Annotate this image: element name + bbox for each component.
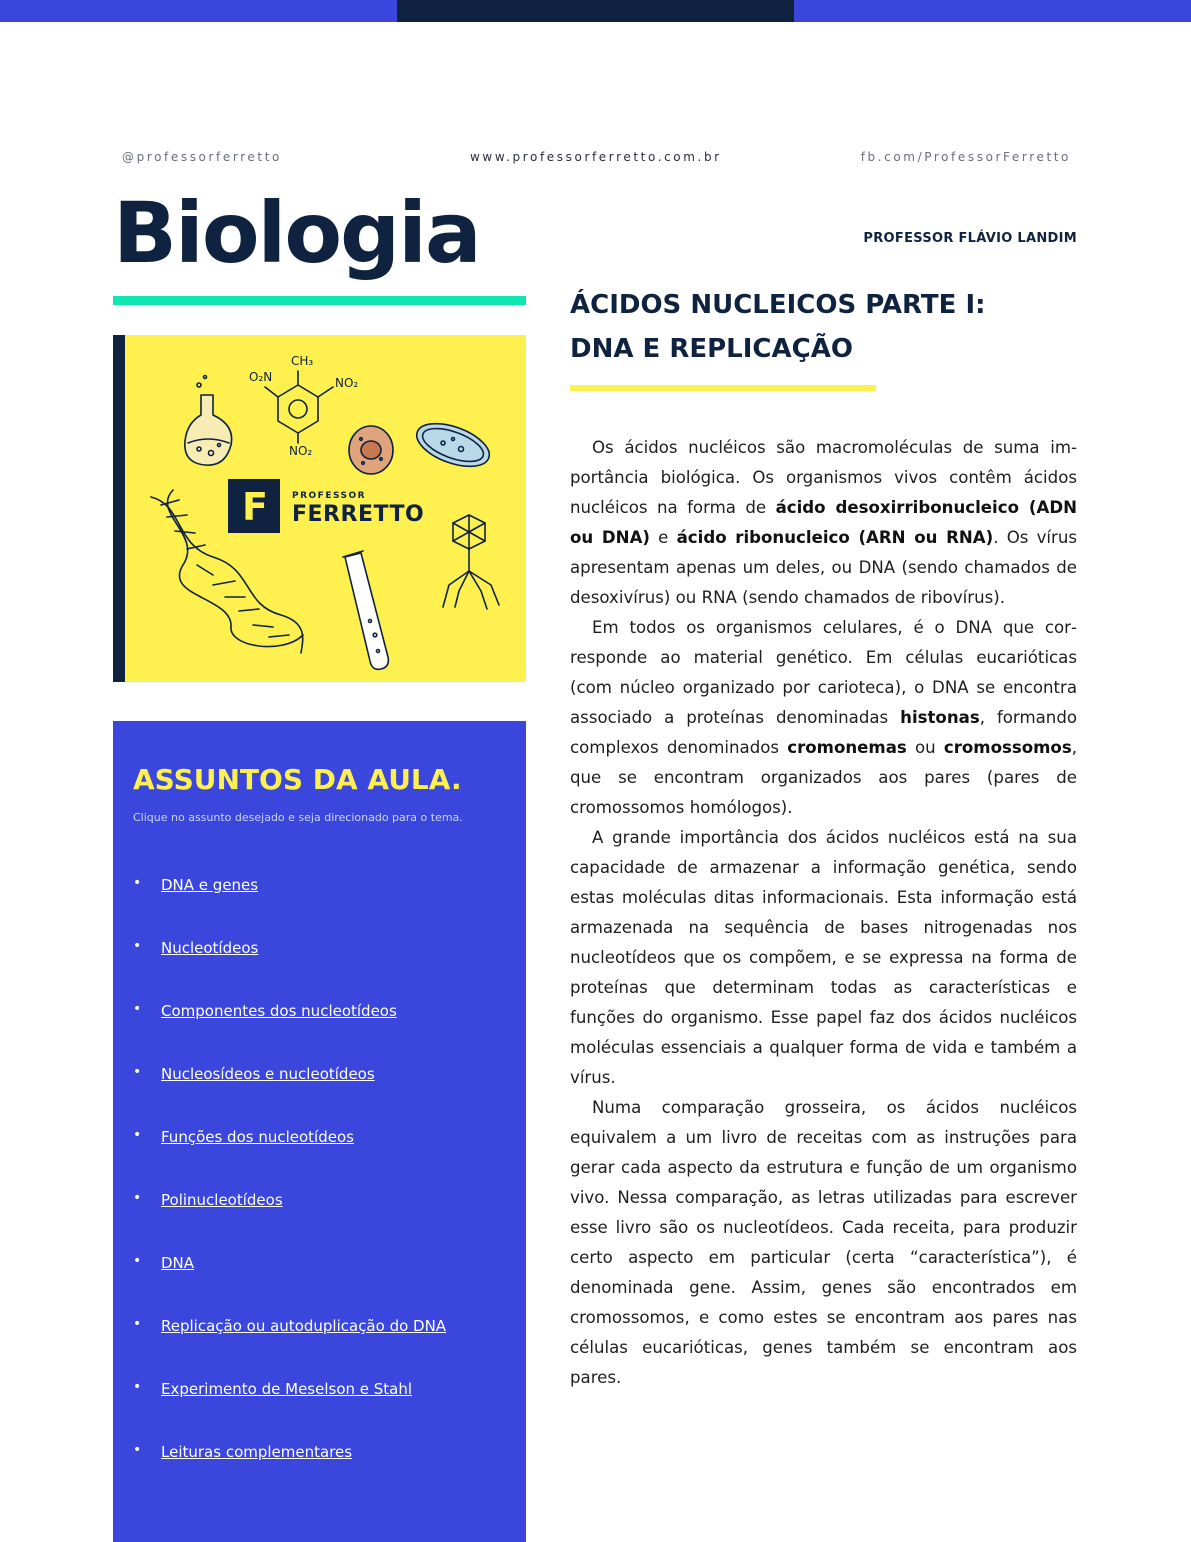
- bullet-icon: •: [133, 1190, 142, 1206]
- top-bar-segment-middle: [397, 0, 794, 22]
- topic-link-componentes[interactable]: Componentes dos nucleotídeos: [161, 1002, 397, 1020]
- term-cromonemas: cromonemas: [787, 738, 907, 757]
- label-no2-bottom: NO₂: [289, 444, 313, 458]
- article-body: [570, 433, 1077, 1393]
- term-dna: ácido desoxirribonucleico (ADN ou DNA): [570, 498, 1077, 547]
- paragraph-1: Os ácidos nucléicos são macromoléculas de suma importância biológica. Os organismos vivos contêm ácidos nucléicos na forma de ácido desoxirribonucleico (ADN ou DNA) e ácido ribonucleico (ARN ou RNA). Os vírus apresentam apenas um deles, ou DNA (sendo chamados de desoxivírus) ou RNA (sendo chamados de ribovírus).: [570, 438, 1078, 607]
- bullet-icon: •: [133, 875, 142, 891]
- subject-underline: [113, 296, 526, 305]
- topics-title: ASSUNTOS DA AULA.: [133, 763, 462, 796]
- cell-icon: [349, 426, 393, 474]
- subject-title: Biologia: [113, 184, 480, 282]
- cover-illustration: [113, 335, 526, 682]
- bullet-icon: •: [133, 1064, 142, 1080]
- test-tube-icon: [343, 551, 388, 669]
- topic-link-leituras[interactable]: Leituras complementares: [161, 1443, 353, 1461]
- article-title-line2: DNA E REPLICAÇÃO: [570, 334, 853, 364]
- molecule-icon: [265, 371, 333, 443]
- term-cromossomos: cromossomos: [943, 738, 1072, 757]
- topic-link-dna[interactable]: DNA: [161, 1254, 195, 1272]
- paragraph-4: Numa comparação grosseira, os ácidos nucléicos equivalem a um livro de receitas com as instruções para gerar cada aspecto da estrutura e função de um organismo vivo. Nessa comparação, as letras utilizadas para escrever esse livro são os nucleotídeos. Cada receita, para produzir certo aspecto em particular (certa “característica”), é denominada gene. Assim, genes são encontrados em cromossomos, e como estes se encontram aos pares nas células eucarióticas, genes também se encontram aos pares.: [570, 1098, 1077, 1387]
- facebook-link[interactable]: fb.com/ProfessorFerretto: [860, 150, 1071, 164]
- website-link[interactable]: www.professorferretto.com.br: [470, 150, 722, 164]
- term-rna: ácido ribonucleico (ARN ou RNA): [676, 528, 994, 547]
- topic-link-nucleosideos[interactable]: Nucleosídeos e nucleotídeos: [161, 1065, 375, 1083]
- paragraph-2: Em todos os organismos celulares, é o DNA que corresponde ao material genético. Em células eucarióticas (com núcleo organizado por carioteca), o DNA se encontra associado a proteínas denominadas histonas, formando complexos denominados cromonemas ou cromossomos, que se encontram organizados aos pares (pares de cromossomos homólogos).: [570, 618, 1078, 817]
- topic-link-funcoes[interactable]: Funções dos nucleotídeos: [161, 1128, 354, 1146]
- bullet-icon: •: [133, 938, 142, 954]
- article-title-line1: ÁCIDOS NUCLEICOS PARTE I:: [570, 290, 986, 320]
- label-ch3: CH₃: [291, 354, 314, 368]
- paragraph-3: A grande importância dos ácidos nucléicos está na sua capacidade de armazenar a informação genética, sendo estas moléculas ditas informacionais. Esta informação está armazenada na sequência de bases nitrogenadas nos nucleotídeos que os compõem, e se expressa na forma de proteínas que determinam todas as características e funções do organismo. Esse papel faz dos ácidos nucléicos moléculas essenciais a qualquer forma de vida e também a vírus.: [570, 828, 1077, 1087]
- topics-hint: Clique no assunto desejado e seja direcionado para o tema.: [133, 811, 463, 824]
- topic-link-replicacao[interactable]: Replicação ou autoduplicação do DNA: [161, 1317, 447, 1335]
- bullet-icon: •: [133, 1316, 142, 1332]
- topic-link-nucleotideos[interactable]: Nucleotídeos: [161, 939, 259, 957]
- title-underline: [570, 385, 876, 391]
- logo-line2: FERRETTO: [292, 502, 425, 527]
- top-color-bar: [0, 0, 1191, 22]
- logo-mark: F: [228, 479, 280, 533]
- top-bar-segment-left: [0, 0, 397, 22]
- topic-link-dna-e-genes[interactable]: DNA e genes: [161, 876, 259, 894]
- petri-dish-icon: [411, 415, 495, 475]
- instagram-handle[interactable]: @professorferretto: [122, 150, 282, 164]
- label-o2n: O₂N: [249, 370, 273, 384]
- brand-logo: [228, 479, 428, 535]
- top-bar-segment-right: [794, 0, 1191, 22]
- term-histonas: histonas: [900, 708, 980, 727]
- topic-link-meselson-stahl[interactable]: Experimento de Meselson e Stahl: [161, 1380, 413, 1398]
- label-no2-top: NO₂: [335, 376, 359, 390]
- professor-name: PROFESSOR FLÁVIO LANDIM: [863, 231, 1077, 246]
- topic-link-polinucleotideos[interactable]: Polinucleotídeos: [161, 1191, 283, 1209]
- bullet-icon: •: [133, 1001, 142, 1017]
- bullet-icon: •: [133, 1442, 142, 1458]
- bacteriophage-icon: [443, 515, 499, 609]
- topics-panel: [113, 721, 526, 1542]
- flask-icon: [185, 376, 232, 466]
- article-title: [570, 283, 1080, 371]
- logo-line1: PROFESSOR: [292, 491, 367, 501]
- bullet-icon: •: [133, 1127, 142, 1143]
- bullet-icon: •: [133, 1253, 142, 1269]
- bullet-icon: •: [133, 1379, 142, 1395]
